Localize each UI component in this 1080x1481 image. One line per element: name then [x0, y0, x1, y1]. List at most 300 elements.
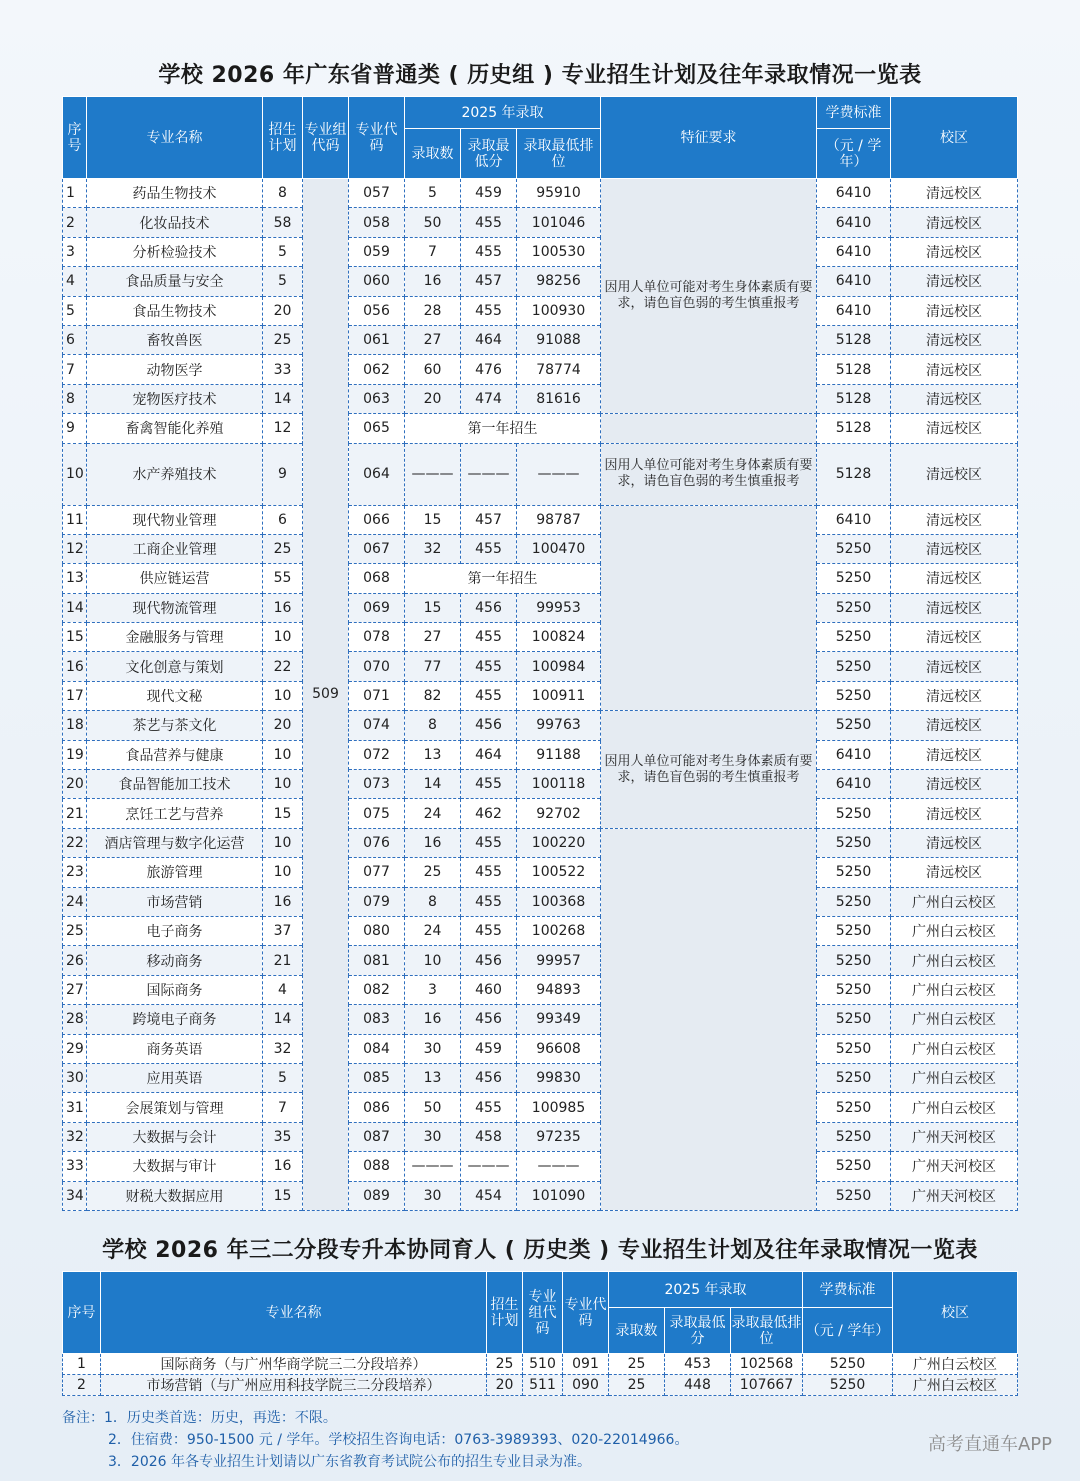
- cell-fee: 5128: [817, 325, 891, 354]
- cell-count: 25: [609, 1375, 665, 1396]
- cell-plan: 16: [263, 1152, 303, 1181]
- cell-min-score: 457: [461, 267, 517, 296]
- cell-code: 078: [349, 623, 405, 652]
- cell-min-rank: 101090: [517, 1181, 601, 1210]
- cell-name: 现代物流管理: [87, 593, 263, 622]
- cell-count: 30: [405, 1181, 461, 1210]
- cell-code: 085: [349, 1063, 405, 1092]
- cell-plan: 14: [263, 384, 303, 413]
- cell-campus: 清远校区: [891, 770, 1018, 799]
- cell-campus: 清远校区: [891, 414, 1018, 443]
- cell-name: 食品质量与安全: [87, 267, 263, 296]
- table-row: [63, 681, 1018, 710]
- cell-fee: 5250: [817, 681, 891, 710]
- cell-code: 061: [349, 325, 405, 354]
- cell-group: 510: [523, 1354, 563, 1375]
- cell-campus: 广州白云校区: [891, 1005, 1018, 1034]
- cell-name: 商务英语: [87, 1034, 263, 1063]
- cell-plan: 20: [263, 296, 303, 325]
- cell-seq: 19: [63, 740, 87, 769]
- cell-min-rank: 100530: [517, 237, 601, 266]
- header-fee-unit: （元 / 学年）: [817, 129, 891, 179]
- cell-seq: 22: [63, 828, 87, 857]
- header-name: 专业名称: [87, 97, 263, 179]
- cell-min-rank: 91088: [517, 325, 601, 354]
- table-row: [63, 623, 1018, 652]
- cell-min-rank: 81616: [517, 384, 601, 413]
- cell-name: 应用英语: [87, 1063, 263, 1092]
- table-row: [63, 652, 1018, 681]
- header-seq: 序号: [63, 97, 87, 179]
- cell-campus: 清远校区: [891, 296, 1018, 325]
- cell-plan: 32: [263, 1034, 303, 1063]
- cell-plan: 5: [263, 237, 303, 266]
- cell-fee: 5250: [817, 975, 891, 1004]
- cell-fee: 5250: [817, 916, 891, 945]
- t2-header-code: 专业代码: [563, 1272, 609, 1354]
- cell-seq: 27: [63, 975, 87, 1004]
- cell-min-score: 455: [461, 887, 517, 916]
- cell-fee: 6410: [817, 296, 891, 325]
- cell-seq: 23: [63, 858, 87, 887]
- admission-table-32-segment: [62, 1271, 1018, 1396]
- table-row: [63, 443, 1018, 505]
- cell-min-rank: 100984: [517, 652, 601, 681]
- cell-seq: 28: [63, 1005, 87, 1034]
- cell-plan: 10: [263, 770, 303, 799]
- cell-count: 14: [405, 770, 461, 799]
- table-row: [63, 770, 1018, 799]
- cell-count: 32: [405, 534, 461, 563]
- cell-seq: 32: [63, 1122, 87, 1151]
- cell-min-score: 455: [461, 237, 517, 266]
- cell-campus: 清远校区: [891, 828, 1018, 857]
- cell-name: 国际商务（与广州华商学院三二分段培养）: [101, 1354, 487, 1375]
- cell-min-score: 476: [461, 355, 517, 384]
- cell-campus: 清远校区: [891, 711, 1018, 740]
- t2-header-count: 录取数: [609, 1308, 665, 1354]
- cell-campus: 广州天河校区: [891, 1181, 1018, 1210]
- cell-code: 064: [349, 443, 405, 505]
- cell-plan: 14: [263, 1005, 303, 1034]
- cell-fee: 5250: [817, 946, 891, 975]
- cell-feature: 因用人单位可能对考生身体素质有要求，请色盲色弱的考生慎重报考: [601, 711, 817, 829]
- cell-fee: 5250: [817, 534, 891, 563]
- cell-plan: 25: [487, 1354, 523, 1375]
- cell-min-score: 455: [461, 770, 517, 799]
- cell-code: 075: [349, 799, 405, 828]
- cell-campus: 清远校区: [891, 652, 1018, 681]
- cell-seq: 24: [63, 887, 87, 916]
- cell-count: 27: [405, 325, 461, 354]
- cell-code: 065: [349, 414, 405, 443]
- cell-campus: 清远校区: [891, 355, 1018, 384]
- cell-min-score: 455: [461, 916, 517, 945]
- table-row: [63, 740, 1018, 769]
- cell-min-rank: ———: [517, 443, 601, 505]
- cell-plan: 25: [263, 325, 303, 354]
- cell-min-score: 464: [461, 740, 517, 769]
- cell-rank: 107667: [731, 1375, 803, 1396]
- cell-fee: 5250: [803, 1375, 893, 1396]
- cell-min-rank: ———: [517, 1152, 601, 1181]
- cell-plan: 9: [263, 443, 303, 505]
- cell-campus: 清远校区: [891, 534, 1018, 563]
- note-2: 2．住宿费：950-1500 元 / 学年。学校招生咨询电话：0763-3989393、020-22014966。: [108, 1432, 689, 1448]
- t2-header-seq: 序号: [63, 1272, 101, 1354]
- cell-plan: 16: [263, 887, 303, 916]
- cell-name: 现代物业管理: [87, 505, 263, 534]
- table-row: [63, 1093, 1018, 1122]
- note-1: 备注：1．历史类首选：历史，再选：不限。: [62, 1410, 337, 1426]
- cell-min-rank: 100220: [517, 828, 601, 857]
- cell-seq: 9: [63, 414, 87, 443]
- cell-name: 畜禽智能化养殖: [87, 414, 263, 443]
- cell-name: 酒店管理与数字化运营: [87, 828, 263, 857]
- cell-count: 77: [405, 652, 461, 681]
- cell-fee: 6410: [817, 770, 891, 799]
- table-row: [63, 355, 1018, 384]
- cell-name: 大数据与审计: [87, 1152, 263, 1181]
- cell-seq: 2: [63, 208, 87, 237]
- cell-code: 070: [349, 652, 405, 681]
- cell-campus: 广州天河校区: [891, 1122, 1018, 1151]
- cell-plan: 25: [263, 534, 303, 563]
- cell-min-rank: 100522: [517, 858, 601, 887]
- table-row: [63, 858, 1018, 887]
- cell-code: 057: [349, 179, 405, 208]
- table-row: [63, 1181, 1018, 1210]
- cell-count: 24: [405, 799, 461, 828]
- note-3: 3．2026 年各专业招生计划请以广东省教育考试院公布的招生专业目录为准。: [108, 1454, 591, 1470]
- cell-campus: 广州白云校区: [891, 1093, 1018, 1122]
- header-count: 录取数: [405, 129, 461, 179]
- cell-group: 511: [523, 1375, 563, 1396]
- cell-seq: 3: [63, 237, 87, 266]
- t2-header-name: 专业名称: [101, 1272, 487, 1354]
- cell-campus: 清远校区: [891, 443, 1018, 505]
- cell-name: 移动商务: [87, 946, 263, 975]
- cell-name: 现代文秘: [87, 681, 263, 710]
- cell-plan: 16: [263, 593, 303, 622]
- cell-name: 分析检验技术: [87, 237, 263, 266]
- cell-min-rank: 99830: [517, 1063, 601, 1092]
- cell-plan: 10: [263, 681, 303, 710]
- cell-code: 068: [349, 564, 405, 593]
- cell-min-score: 456: [461, 711, 517, 740]
- cell-name: 电子商务: [87, 916, 263, 945]
- cell-score: 453: [665, 1354, 731, 1375]
- cell-fee: 5250: [817, 1005, 891, 1034]
- cell-min-score: 457: [461, 505, 517, 534]
- cell-name: 化妆品技术: [87, 208, 263, 237]
- cell-seq: 12: [63, 534, 87, 563]
- cell-name: 工商企业管理: [87, 534, 263, 563]
- cell-name: 旅游管理: [87, 858, 263, 887]
- cell-min-score: ———: [461, 1152, 517, 1181]
- cell-min-score: 464: [461, 325, 517, 354]
- cell-name: 茶艺与茶文化: [87, 711, 263, 740]
- header-campus: 校区: [891, 97, 1018, 179]
- cell-count: ———: [405, 443, 461, 505]
- cell-min-rank: 100985: [517, 1093, 601, 1122]
- table-row: [63, 887, 1018, 916]
- cell-code: 067: [349, 534, 405, 563]
- header-group: 专业组代码: [303, 97, 349, 179]
- header-code: 专业代码: [349, 97, 405, 179]
- cell-code: 088: [349, 1152, 405, 1181]
- cell-fee: 6410: [817, 237, 891, 266]
- cell-code: 079: [349, 887, 405, 916]
- cell-name: 食品生物技术: [87, 296, 263, 325]
- cell-campus: 广州白云校区: [893, 1354, 1018, 1375]
- cell-min-score: 462: [461, 799, 517, 828]
- cell-seq: 20: [63, 770, 87, 799]
- cell-fee: 5128: [817, 414, 891, 443]
- cell-name: 跨境电子商务: [87, 1005, 263, 1034]
- cell-min-rank: 91188: [517, 740, 601, 769]
- header-feature: 特征要求: [601, 97, 817, 179]
- cell-min-rank: 100824: [517, 623, 601, 652]
- cell-name: 文化创意与策划: [87, 652, 263, 681]
- cell-campus: 广州白云校区: [891, 916, 1018, 945]
- cell-count: 8: [405, 887, 461, 916]
- cell-count: 3: [405, 975, 461, 1004]
- table1-title: 学校 2026 年广东省普通类 ( 历史组 ) 专业招生计划及往年录取情况一览表: [158, 63, 922, 88]
- cell-seq: 17: [63, 681, 87, 710]
- cell-code: 077: [349, 858, 405, 887]
- header-min-score: 录取最低分: [461, 129, 517, 179]
- cell-plan: 10: [263, 740, 303, 769]
- cell-code: 089: [349, 1181, 405, 1210]
- cell-fee: 5128: [817, 443, 891, 505]
- cell-campus: 广州白云校区: [891, 1034, 1018, 1063]
- cell-fee: 6410: [817, 267, 891, 296]
- table2-title: 学校 2026 年三二分段专升本协同育人 ( 历史类 ) 专业招生计划及往年录取情况一览表: [102, 1238, 978, 1263]
- cell-campus: 清远校区: [891, 237, 1018, 266]
- cell-fee: 5250: [817, 887, 891, 916]
- cell-code: 058: [349, 208, 405, 237]
- cell-seq: 2: [63, 1375, 101, 1396]
- cell-min-score: 455: [461, 681, 517, 710]
- cell-min-rank: 100118: [517, 770, 601, 799]
- cell-plan: 55: [263, 564, 303, 593]
- cell-fee: 5250: [817, 799, 891, 828]
- cell-plan: 20: [263, 711, 303, 740]
- t2-header-group: 专业组代码: [523, 1272, 563, 1354]
- cell-campus: 广州白云校区: [891, 887, 1018, 916]
- cell-count: 15: [405, 505, 461, 534]
- cell-min-score: 455: [461, 296, 517, 325]
- cell-campus: 清远校区: [891, 505, 1018, 534]
- t2-header-plan: 招生计划: [487, 1272, 523, 1354]
- cell-code: 091: [563, 1354, 609, 1375]
- table-row: [63, 208, 1018, 237]
- cell-seq: 11: [63, 505, 87, 534]
- cell-code: 060: [349, 267, 405, 296]
- cell-min-score: 474: [461, 384, 517, 413]
- cell-seq: 34: [63, 1181, 87, 1210]
- cell-fee: 5250: [817, 652, 891, 681]
- cell-count: 15: [405, 593, 461, 622]
- cell-min-rank: 97235: [517, 1122, 601, 1151]
- cell-seq: 30: [63, 1063, 87, 1092]
- cell-fee: 6410: [817, 740, 891, 769]
- cell-campus: 清远校区: [891, 740, 1018, 769]
- admission-table-history: [62, 96, 1018, 1211]
- cell-count: 25: [405, 858, 461, 887]
- table-row: [63, 1005, 1018, 1034]
- cell-count: 5: [405, 179, 461, 208]
- cell-plan: 6: [263, 505, 303, 534]
- cell-name: 宠物医疗技术: [87, 384, 263, 413]
- cell-name: 市场营销: [87, 887, 263, 916]
- cell-count: 20: [405, 384, 461, 413]
- cell-count: 50: [405, 208, 461, 237]
- cell-count: 16: [405, 828, 461, 857]
- cell-plan: 22: [263, 652, 303, 681]
- cell-count: 16: [405, 1005, 461, 1034]
- cell-count: 82: [405, 681, 461, 710]
- table-row: [63, 534, 1018, 563]
- cell-name: 会展策划与管理: [87, 1093, 263, 1122]
- cell-plan: 10: [263, 623, 303, 652]
- cell-fee: 5250: [803, 1354, 893, 1375]
- cell-code: 069: [349, 593, 405, 622]
- cell-fee: 5250: [817, 1093, 891, 1122]
- cell-seq: 7: [63, 355, 87, 384]
- cell-seq: 8: [63, 384, 87, 413]
- t2-header-fee: 学费标准: [803, 1272, 893, 1308]
- cell-code: 076: [349, 828, 405, 857]
- cell-fee: 6410: [817, 505, 891, 534]
- cell-seq: 10: [63, 443, 87, 505]
- table-row: [63, 1034, 1018, 1063]
- cell-seq: 26: [63, 946, 87, 975]
- cell-min-score: 455: [461, 534, 517, 563]
- cell-name: 烹饪工艺与营养: [87, 799, 263, 828]
- cell-feature-empty: [601, 414, 817, 443]
- cell-count: 50: [405, 1093, 461, 1122]
- cell-min-rank: 94893: [517, 975, 601, 1004]
- cell-code: 084: [349, 1034, 405, 1063]
- table-row: [63, 1122, 1018, 1151]
- cell-campus: 清远校区: [891, 858, 1018, 887]
- cell-fee: 5250: [817, 828, 891, 857]
- cell-min-rank: 100368: [517, 887, 601, 916]
- cell-seq: 15: [63, 623, 87, 652]
- table-row: [63, 414, 1018, 443]
- cell-name: 水产养殖技术: [87, 443, 263, 505]
- cell-seq: 29: [63, 1034, 87, 1063]
- cell-code: 073: [349, 770, 405, 799]
- cell-fee: 5250: [817, 1122, 891, 1151]
- cell-plan: 5: [263, 1063, 303, 1092]
- cell-plan: 4: [263, 975, 303, 1004]
- cell-code: 059: [349, 237, 405, 266]
- cell-min-rank: 99763: [517, 711, 601, 740]
- cell-code: 081: [349, 946, 405, 975]
- cell-min-score: 456: [461, 1005, 517, 1034]
- cell-fee: 5250: [817, 623, 891, 652]
- cell-fee: 6410: [817, 179, 891, 208]
- cell-count: 8: [405, 711, 461, 740]
- table-row: [63, 1152, 1018, 1181]
- cell-plan: 5: [263, 267, 303, 296]
- cell-campus: 广州白云校区: [891, 946, 1018, 975]
- cell-feature-empty: [601, 828, 817, 1210]
- cell-campus: 清远校区: [891, 384, 1018, 413]
- cell-code: 082: [349, 975, 405, 1004]
- cell-feature: 因用人单位可能对考生身体素质有要求，请色盲色弱的考生慎重报考: [601, 443, 817, 505]
- table-row: [63, 267, 1018, 296]
- cell-campus: 广州白云校区: [891, 975, 1018, 1004]
- cell-min-rank: 100930: [517, 296, 601, 325]
- watermark: 高考直通车APP: [927, 1434, 1052, 1455]
- cell-campus: 清远校区: [891, 681, 1018, 710]
- cell-seq: 1: [63, 1354, 101, 1375]
- cell-campus: 清远校区: [891, 593, 1018, 622]
- cell-code: 062: [349, 355, 405, 384]
- cell-name: 动物医学: [87, 355, 263, 384]
- cell-min-rank: 96608: [517, 1034, 601, 1063]
- cell-count: 25: [609, 1354, 665, 1375]
- t2-header-admission-2025: 2025 年录取: [609, 1272, 803, 1308]
- t2-header-campus: 校区: [893, 1272, 1018, 1354]
- cell-seq: 21: [63, 799, 87, 828]
- cell-code: 071: [349, 681, 405, 710]
- table-row: [63, 564, 1018, 593]
- cell-fee: 5128: [817, 384, 891, 413]
- cell-min-score: ———: [461, 443, 517, 505]
- table-row: [63, 799, 1018, 828]
- cell-min-score: 454: [461, 1181, 517, 1210]
- cell-code: 063: [349, 384, 405, 413]
- table-row: [63, 1375, 1018, 1396]
- cell-code: 090: [563, 1375, 609, 1396]
- cell-group-code: 509: [303, 179, 349, 1211]
- cell-feature: 因用人单位可能对考生身体素质有要求，请色盲色弱的考生慎重报考: [601, 179, 817, 414]
- cell-count: 13: [405, 1063, 461, 1092]
- header-admission-2025: 2025 年录取: [405, 97, 601, 129]
- cell-fee: 5250: [817, 564, 891, 593]
- cell-code: 080: [349, 916, 405, 945]
- cell-seq: 33: [63, 1152, 87, 1181]
- cell-count: 24: [405, 916, 461, 945]
- cell-count: 30: [405, 1034, 461, 1063]
- cell-min-rank: 95910: [517, 179, 601, 208]
- cell-name: 食品营养与健康: [87, 740, 263, 769]
- cell-code: 074: [349, 711, 405, 740]
- cell-campus: 清远校区: [891, 267, 1018, 296]
- cell-name: 金融服务与管理: [87, 623, 263, 652]
- cell-min-rank: 98787: [517, 505, 601, 534]
- cell-seq: 4: [63, 267, 87, 296]
- table-row: [63, 1354, 1018, 1375]
- cell-fee: 5250: [817, 593, 891, 622]
- cell-campus: 清远校区: [891, 564, 1018, 593]
- cell-seq: 13: [63, 564, 87, 593]
- cell-count: 30: [405, 1122, 461, 1151]
- cell-plan: 21: [263, 946, 303, 975]
- cell-min-rank: 101046: [517, 208, 601, 237]
- cell-min-rank: 78774: [517, 355, 601, 384]
- cell-campus: 清远校区: [891, 208, 1018, 237]
- table-row: [63, 179, 1018, 208]
- cell-min-rank: 99349: [517, 1005, 601, 1034]
- cell-min-score: 458: [461, 1122, 517, 1151]
- table-row: [63, 384, 1018, 413]
